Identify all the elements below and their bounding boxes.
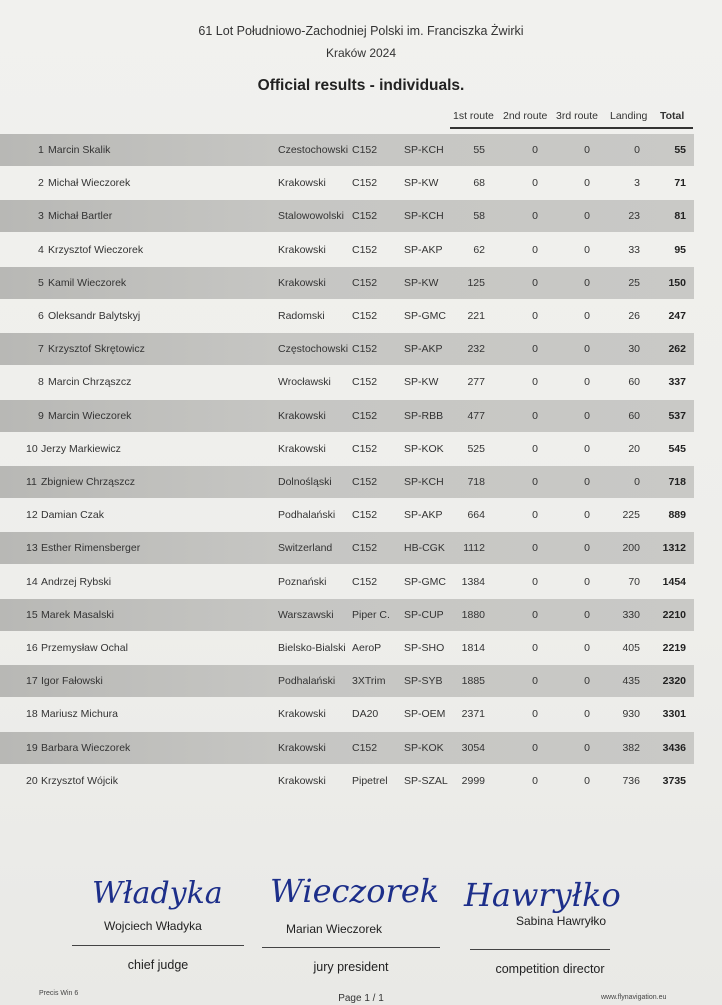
reg-cell: SP-CUP xyxy=(404,608,444,621)
landing-cell: 435 xyxy=(622,675,640,688)
total-cell: 81 xyxy=(674,210,686,223)
rank-cell: 8 xyxy=(38,376,44,389)
signature-name-director: Sabina Hawryłko xyxy=(516,914,607,928)
rank-cell: 16 xyxy=(26,642,38,654)
aircraft-cell: C152 xyxy=(352,310,378,322)
r1-cell: 1384 xyxy=(461,575,485,588)
landing-cell: 3 xyxy=(634,177,640,190)
rank-cell: 14 xyxy=(26,575,38,588)
column-header-route1: 1st route xyxy=(453,110,494,122)
total-cell: 2210 xyxy=(662,608,686,621)
aircraft-cell: C152 xyxy=(352,343,378,356)
club-cell: Poznański xyxy=(278,575,327,588)
total-cell: 150 xyxy=(668,276,686,289)
reg-cell: SP-AKP xyxy=(404,509,443,522)
reg-cell: SP-KCH xyxy=(404,144,444,156)
rank-cell: 3 xyxy=(38,210,44,223)
total-cell: 718 xyxy=(668,476,686,488)
r3-cell: 0 xyxy=(584,542,590,555)
signature-scribble-jury: Wieczorek xyxy=(270,872,440,910)
club-cell: Krakowski xyxy=(278,774,326,787)
rank-cell: 20 xyxy=(26,774,38,787)
r3-cell: 0 xyxy=(584,409,590,422)
table-row xyxy=(0,632,694,664)
column-header-landing: Landing xyxy=(610,110,648,122)
landing-cell: 0 xyxy=(634,476,640,488)
name-cell: Zbigniew Chrząszcz xyxy=(41,476,135,488)
landing-cell: 60 xyxy=(628,409,640,422)
reg-cell: SP-OEM xyxy=(404,708,446,721)
landing-cell: 60 xyxy=(628,376,640,389)
total-cell: 3301 xyxy=(662,708,686,721)
reg-cell: SP-GMC xyxy=(404,575,446,588)
rank-cell: 6 xyxy=(38,310,44,322)
r1-cell: 232 xyxy=(467,343,485,356)
reg-cell: SP-GMC xyxy=(404,310,446,322)
event-title: 61 Lot Południowo-Zachodniej Polski im. Franciszka Żwirki xyxy=(198,24,524,38)
r1-cell: 664 xyxy=(467,509,485,522)
total-cell: 1312 xyxy=(662,542,686,555)
landing-cell: 930 xyxy=(622,708,640,721)
table-row xyxy=(0,566,694,598)
rank-cell: 19 xyxy=(26,741,38,754)
aircraft-cell: DA20 xyxy=(352,708,379,721)
total-cell: 1454 xyxy=(662,575,686,588)
aircraft-cell: C152 xyxy=(352,144,378,156)
rank-cell: 4 xyxy=(38,243,44,256)
name-cell: Jerzy Markiewicz xyxy=(41,442,121,455)
rank-cell: 18 xyxy=(26,708,38,721)
club-cell: Krakowski xyxy=(278,409,326,422)
signature-scribble-director: Hawryłko xyxy=(464,876,621,914)
r3-cell: 0 xyxy=(584,144,590,156)
name-cell: Barbara Wieczorek xyxy=(41,741,131,754)
r3-cell: 0 xyxy=(584,442,590,455)
table-row xyxy=(0,400,694,432)
table-row xyxy=(0,698,694,730)
rank-cell: 13 xyxy=(26,542,38,555)
total-cell: 545 xyxy=(668,442,686,455)
total-cell: 71 xyxy=(674,177,686,190)
reg-cell: SP-AKP xyxy=(404,343,443,356)
rank-cell: 12 xyxy=(26,509,38,522)
club-cell: Krakowski xyxy=(278,243,326,256)
club-cell: Stalowowolski xyxy=(278,210,344,223)
r2-cell: 0 xyxy=(532,608,538,621)
rank-cell: 11 xyxy=(26,476,37,488)
table-row xyxy=(0,333,694,365)
landing-cell: 225 xyxy=(622,509,640,522)
table-row xyxy=(0,499,694,531)
rank-cell: 1 xyxy=(38,144,44,156)
total-cell: 3735 xyxy=(662,774,686,787)
table-row xyxy=(0,532,694,564)
role-chief-judge: chief judge xyxy=(127,958,189,972)
event-place-year: Kraków 2024 xyxy=(325,46,397,60)
rank-cell: 17 xyxy=(26,675,38,688)
rank-cell: 5 xyxy=(38,276,44,289)
page-number: Page 1 / 1 xyxy=(338,993,384,1004)
r2-cell: 0 xyxy=(532,542,538,555)
club-cell: Podhalański xyxy=(278,509,336,522)
aircraft-cell: C152 xyxy=(352,476,378,488)
reg-cell: SP-KCH xyxy=(404,210,444,223)
reg-cell: SP-KW xyxy=(404,276,439,289)
r2-cell: 0 xyxy=(532,509,538,522)
club-cell: Częstochowski xyxy=(278,343,349,356)
aircraft-cell: C152 xyxy=(352,376,378,389)
reg-cell: SP-KOK xyxy=(404,442,444,455)
club-cell: Wrocławski xyxy=(278,376,331,389)
name-cell: Krzysztof Wieczorek xyxy=(48,243,144,256)
landing-cell: 330 xyxy=(622,608,640,621)
r1-cell: 55 xyxy=(473,144,485,156)
r3-cell: 0 xyxy=(584,476,590,488)
club-cell: Krakowski xyxy=(278,442,326,455)
total-cell: 247 xyxy=(668,310,686,322)
name-cell: Krzysztof Skrętowicz xyxy=(48,343,145,356)
header-rule xyxy=(450,127,693,129)
table-row xyxy=(0,765,694,797)
aircraft-cell: C152 xyxy=(352,741,378,754)
landing-cell: 25 xyxy=(628,276,640,289)
rank-cell: 9 xyxy=(38,409,44,422)
name-cell: Marcin Wieczorek xyxy=(48,409,132,422)
total-cell: 2320 xyxy=(662,675,686,688)
r3-cell: 0 xyxy=(584,243,590,256)
table-row xyxy=(0,433,694,465)
club-cell: Krakowski xyxy=(278,276,326,289)
aircraft-cell: C152 xyxy=(352,409,378,422)
rank-cell: 10 xyxy=(26,442,38,455)
role-jury-president: jury president xyxy=(313,960,389,974)
total-cell: 3436 xyxy=(662,741,686,754)
column-header-route2: 2nd route xyxy=(503,110,548,122)
name-cell: Marcin Skalik xyxy=(48,144,111,156)
table-row xyxy=(0,167,694,199)
r1-cell: 62 xyxy=(473,243,485,256)
r2-cell: 0 xyxy=(532,243,538,256)
table-row xyxy=(0,599,694,631)
total-cell: 889 xyxy=(668,509,686,522)
r3-cell: 0 xyxy=(584,177,590,190)
total-cell: 55 xyxy=(674,144,686,156)
total-cell: 2219 xyxy=(662,642,686,654)
landing-cell: 26 xyxy=(628,310,640,322)
table-row xyxy=(0,134,694,166)
column-header-route3: 3rd route xyxy=(556,110,599,122)
r2-cell: 0 xyxy=(532,276,538,289)
signature-name-jury: Marian Wieczorek xyxy=(286,922,383,936)
landing-cell: 0 xyxy=(634,144,640,156)
r2-cell: 0 xyxy=(532,343,538,356)
club-cell: Czestochowski xyxy=(278,144,349,156)
r2-cell: 0 xyxy=(532,774,538,787)
r2-cell: 0 xyxy=(532,144,538,156)
r1-cell: 221 xyxy=(467,310,485,322)
total-cell: 95 xyxy=(674,243,686,256)
r1-cell: 1814 xyxy=(461,642,485,654)
club-cell: Krakowski xyxy=(278,741,326,754)
reg-cell: SP-SYB xyxy=(404,675,443,688)
rank-cell: 2 xyxy=(38,177,44,190)
aircraft-cell: C152 xyxy=(352,276,378,289)
r2-cell: 0 xyxy=(532,210,538,223)
r2-cell: 0 xyxy=(532,575,538,588)
landing-cell: 382 xyxy=(622,741,640,754)
r1-cell: 3054 xyxy=(461,741,485,754)
page-title: Official results - individuals. xyxy=(257,77,465,94)
signature-line-judge xyxy=(72,945,244,946)
r2-cell: 0 xyxy=(532,409,538,422)
r2-cell: 0 xyxy=(532,476,538,488)
rank-cell: 7 xyxy=(38,343,44,356)
name-cell: Przemysław Ochal xyxy=(41,642,128,654)
reg-cell: SP-KW xyxy=(404,177,439,190)
column-header-total: Total xyxy=(660,110,685,122)
r2-cell: 0 xyxy=(532,741,538,754)
signature-line-jury xyxy=(262,947,440,948)
r3-cell: 0 xyxy=(584,741,590,754)
landing-cell: 33 xyxy=(628,243,640,256)
name-cell: Marcin Chrząszcz xyxy=(48,376,132,389)
r2-cell: 0 xyxy=(532,376,538,389)
name-cell: Esther Rimensberger xyxy=(41,542,141,555)
landing-cell: 20 xyxy=(628,442,640,455)
footer-website: www.flynavigation.eu xyxy=(601,994,667,1001)
aircraft-cell: AeroP xyxy=(352,642,382,654)
r3-cell: 0 xyxy=(584,210,590,223)
table-row xyxy=(0,234,694,266)
rank-cell: 15 xyxy=(26,608,38,621)
r1-cell: 718 xyxy=(467,476,485,488)
r2-cell: 0 xyxy=(532,310,538,322)
r1-cell: 58 xyxy=(473,210,485,223)
r1-cell: 2999 xyxy=(461,774,485,787)
signature-scribble-judge: Władyka xyxy=(92,876,223,911)
table-row xyxy=(0,300,694,332)
r1-cell: 125 xyxy=(467,276,485,289)
reg-cell: SP-SZAL xyxy=(404,774,448,787)
name-cell: Igor Fałowski xyxy=(41,675,103,688)
reg-cell: SP-AKP xyxy=(404,243,443,256)
landing-cell: 200 xyxy=(622,542,640,555)
r2-cell: 0 xyxy=(532,442,538,455)
name-cell: Michał Wieczorek xyxy=(48,177,131,190)
reg-cell: SP-KOK xyxy=(404,741,444,754)
role-competition-director: competition director xyxy=(495,962,605,976)
total-cell: 537 xyxy=(668,409,686,422)
name-cell: Michał Bartler xyxy=(48,210,113,223)
reg-cell: SP-SHO xyxy=(404,642,445,654)
r1-cell: 1880 xyxy=(461,608,485,621)
r1-cell: 1885 xyxy=(461,675,485,688)
r3-cell: 0 xyxy=(584,675,590,688)
reg-cell: SP-KCH xyxy=(404,476,444,488)
reg-cell: SP-RBB xyxy=(404,409,444,422)
r3-cell: 0 xyxy=(584,708,590,721)
aircraft-cell: C152 xyxy=(352,509,378,522)
r1-cell: 525 xyxy=(467,442,485,455)
r1-cell: 477 xyxy=(467,409,485,422)
table-row xyxy=(0,466,694,498)
aircraft-cell: C152 xyxy=(352,243,378,256)
table-row xyxy=(0,665,694,697)
r3-cell: 0 xyxy=(584,276,590,289)
r3-cell: 0 xyxy=(584,575,590,588)
signature-name-judge: Wojciech Władyka xyxy=(104,919,202,933)
name-cell: Mariusz Michura xyxy=(41,708,119,721)
total-cell: 337 xyxy=(668,376,686,389)
reg-cell: HB-CGK xyxy=(404,542,445,555)
club-cell: Krakowski xyxy=(278,177,326,190)
r2-cell: 0 xyxy=(532,642,538,654)
table-row xyxy=(0,366,694,398)
club-cell: Switzerland xyxy=(278,542,333,555)
r1-cell: 277 xyxy=(467,376,485,389)
landing-cell: 405 xyxy=(622,642,640,654)
aircraft-cell: C152 xyxy=(352,210,378,223)
aircraft-cell: Pipetrel xyxy=(352,774,388,787)
landing-cell: 70 xyxy=(628,575,640,588)
landing-cell: 30 xyxy=(628,343,640,356)
r3-cell: 0 xyxy=(584,310,590,322)
r2-cell: 0 xyxy=(532,708,538,721)
club-cell: Dolnośląski xyxy=(278,476,332,488)
r3-cell: 0 xyxy=(584,642,590,654)
table-row xyxy=(0,267,694,299)
signature-line-director xyxy=(470,949,610,950)
r3-cell: 0 xyxy=(584,509,590,522)
name-cell: Oleksandr Balytskyj xyxy=(48,310,141,322)
aircraft-cell: C152 xyxy=(352,442,378,455)
reg-cell: SP-KW xyxy=(404,376,439,389)
name-cell: Marek Masalski xyxy=(41,608,114,621)
r2-cell: 0 xyxy=(532,675,538,688)
r3-cell: 0 xyxy=(584,376,590,389)
footer-software: Precis Win 6 xyxy=(39,990,79,997)
club-cell: Warszawski xyxy=(278,608,334,621)
landing-cell: 736 xyxy=(622,774,640,787)
aircraft-cell: C152 xyxy=(352,542,378,555)
total-cell: 262 xyxy=(668,343,686,356)
aircraft-cell: C152 xyxy=(352,575,378,588)
table-row xyxy=(0,732,694,764)
r1-cell: 68 xyxy=(473,177,485,190)
aircraft-cell: Piper C. xyxy=(352,608,390,621)
club-cell: Podhalański xyxy=(278,675,336,688)
r3-cell: 0 xyxy=(584,608,590,621)
name-cell: Andrzej Rybski xyxy=(41,575,112,588)
club-cell: Radomski xyxy=(278,310,325,322)
r1-cell: 2371 xyxy=(461,708,485,721)
landing-cell: 23 xyxy=(628,210,640,223)
aircraft-cell: C152 xyxy=(352,177,378,190)
aircraft-cell: 3XTrim xyxy=(352,675,386,688)
name-cell: Krzysztof Wójcik xyxy=(41,774,119,787)
club-cell: Krakowski xyxy=(278,708,326,721)
r3-cell: 0 xyxy=(584,343,590,356)
r1-cell: 1112 xyxy=(463,542,485,555)
name-cell: Damian Czak xyxy=(41,509,105,522)
r2-cell: 0 xyxy=(532,177,538,190)
club-cell: Bielsko-Bialski xyxy=(278,642,346,654)
name-cell: Kamil Wieczorek xyxy=(48,276,127,289)
r3-cell: 0 xyxy=(584,774,590,787)
table-row xyxy=(0,200,694,232)
